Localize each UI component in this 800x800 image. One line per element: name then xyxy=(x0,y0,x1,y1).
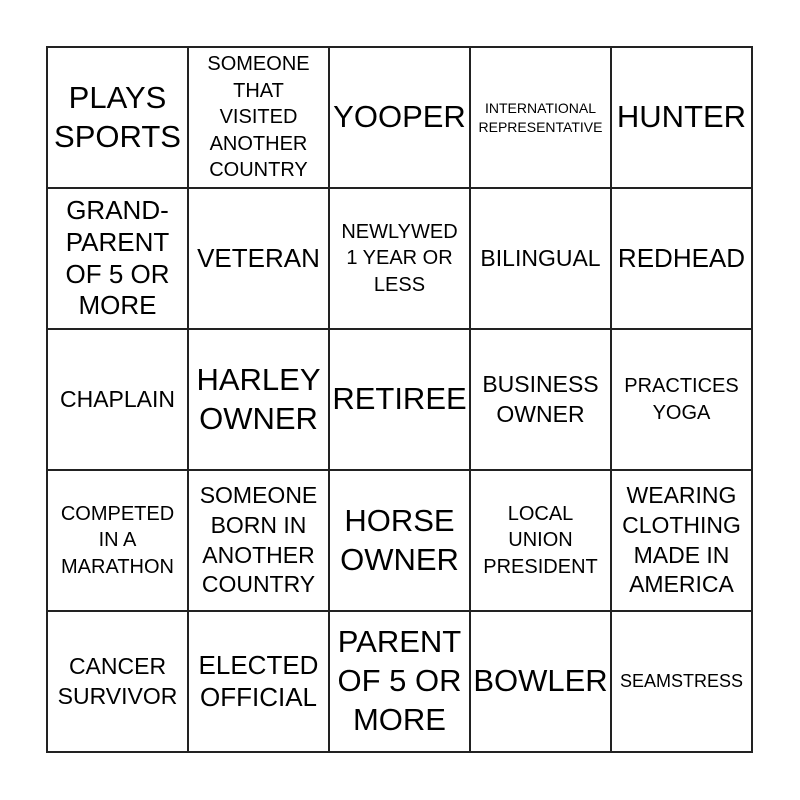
bingo-board xyxy=(46,46,753,753)
bingo-cell[interactable] xyxy=(611,329,752,470)
bingo-cell-label: HUNTER xyxy=(616,99,747,135)
bingo-cell[interactable] xyxy=(470,611,611,752)
bingo-cell-label: PLAYS SPORTS xyxy=(54,79,181,154)
bingo-cell-label: WEARING CLOTHING MADE IN AMERICA xyxy=(622,481,741,598)
bingo-cell[interactable] xyxy=(329,470,470,611)
bingo-cell-label: PARENT OF 5 OR MORE xyxy=(337,624,462,737)
bingo-cell-label: YOOPER xyxy=(333,99,466,135)
bingo-cell-label: ELECTED OFFICIAL xyxy=(198,649,319,712)
bingo-cell[interactable] xyxy=(470,329,611,470)
bingo-cell-label: SOMEONE BORN IN ANOTHER COUNTRY xyxy=(199,481,318,598)
bingo-cell-label: BUSINESS OWNER xyxy=(482,370,599,427)
bingo-cell[interactable] xyxy=(188,47,329,188)
bingo-cell[interactable] xyxy=(47,470,188,611)
bingo-cell-label: GRAND- PARENT OF 5 OR MORE xyxy=(65,195,170,321)
bingo-cell[interactable] xyxy=(47,329,188,470)
bingo-cell[interactable] xyxy=(188,470,329,611)
bingo-cell[interactable] xyxy=(470,470,611,611)
bingo-cell-label: INTERNATIONAL REPRESENTATIVE xyxy=(478,100,603,135)
bingo-cell-label: BOWLER xyxy=(473,663,608,699)
bingo-cell-label: BILINGUAL xyxy=(480,244,601,271)
bingo-cell-label: SOMEONE THAT VISITED ANOTHER COUNTRY xyxy=(207,53,310,182)
bingo-cell[interactable] xyxy=(47,47,188,188)
bingo-cell[interactable] xyxy=(47,611,188,752)
bingo-cell[interactable] xyxy=(188,611,329,752)
bingo-cell[interactable] xyxy=(188,329,329,470)
bingo-cell-label: VETERAN xyxy=(197,242,320,273)
bingo-cell-label: RETIREE xyxy=(332,381,467,417)
bingo-cell[interactable] xyxy=(611,188,752,329)
bingo-cell[interactable] xyxy=(329,188,470,329)
bingo-cell[interactable] xyxy=(611,470,752,611)
bingo-cell[interactable] xyxy=(329,329,470,470)
bingo-cell-label: LOCAL UNION PRESIDENT xyxy=(483,502,598,578)
bingo-cell-label: SEAMSTRESS xyxy=(619,670,744,691)
bingo-cell-label: COMPETED IN A MARATHON xyxy=(60,502,175,578)
bingo-cell-label: REDHEAD xyxy=(617,242,746,273)
bingo-cell[interactable] xyxy=(329,47,470,188)
bingo-cell-label: CHAPLAIN xyxy=(59,385,176,412)
bingo-cell-label: HORSE OWNER xyxy=(340,502,459,577)
bingo-cell-label: PRACTICES YOGA xyxy=(624,374,739,424)
bingo-cell[interactable] xyxy=(47,188,188,329)
bingo-cell[interactable] xyxy=(470,47,611,188)
bingo-cell-label: NEWLYWED 1 YEAR OR LESS xyxy=(341,220,458,296)
bingo-cell-label: CANCER SURVIVOR xyxy=(57,652,178,709)
bingo-cell[interactable] xyxy=(611,611,752,752)
bingo-cell[interactable] xyxy=(611,47,752,188)
bingo-cell[interactable] xyxy=(329,611,470,752)
bingo-cell-label: HARLEY OWNER xyxy=(196,361,321,436)
bingo-cell[interactable] xyxy=(470,188,611,329)
bingo-cell[interactable] xyxy=(188,188,329,329)
